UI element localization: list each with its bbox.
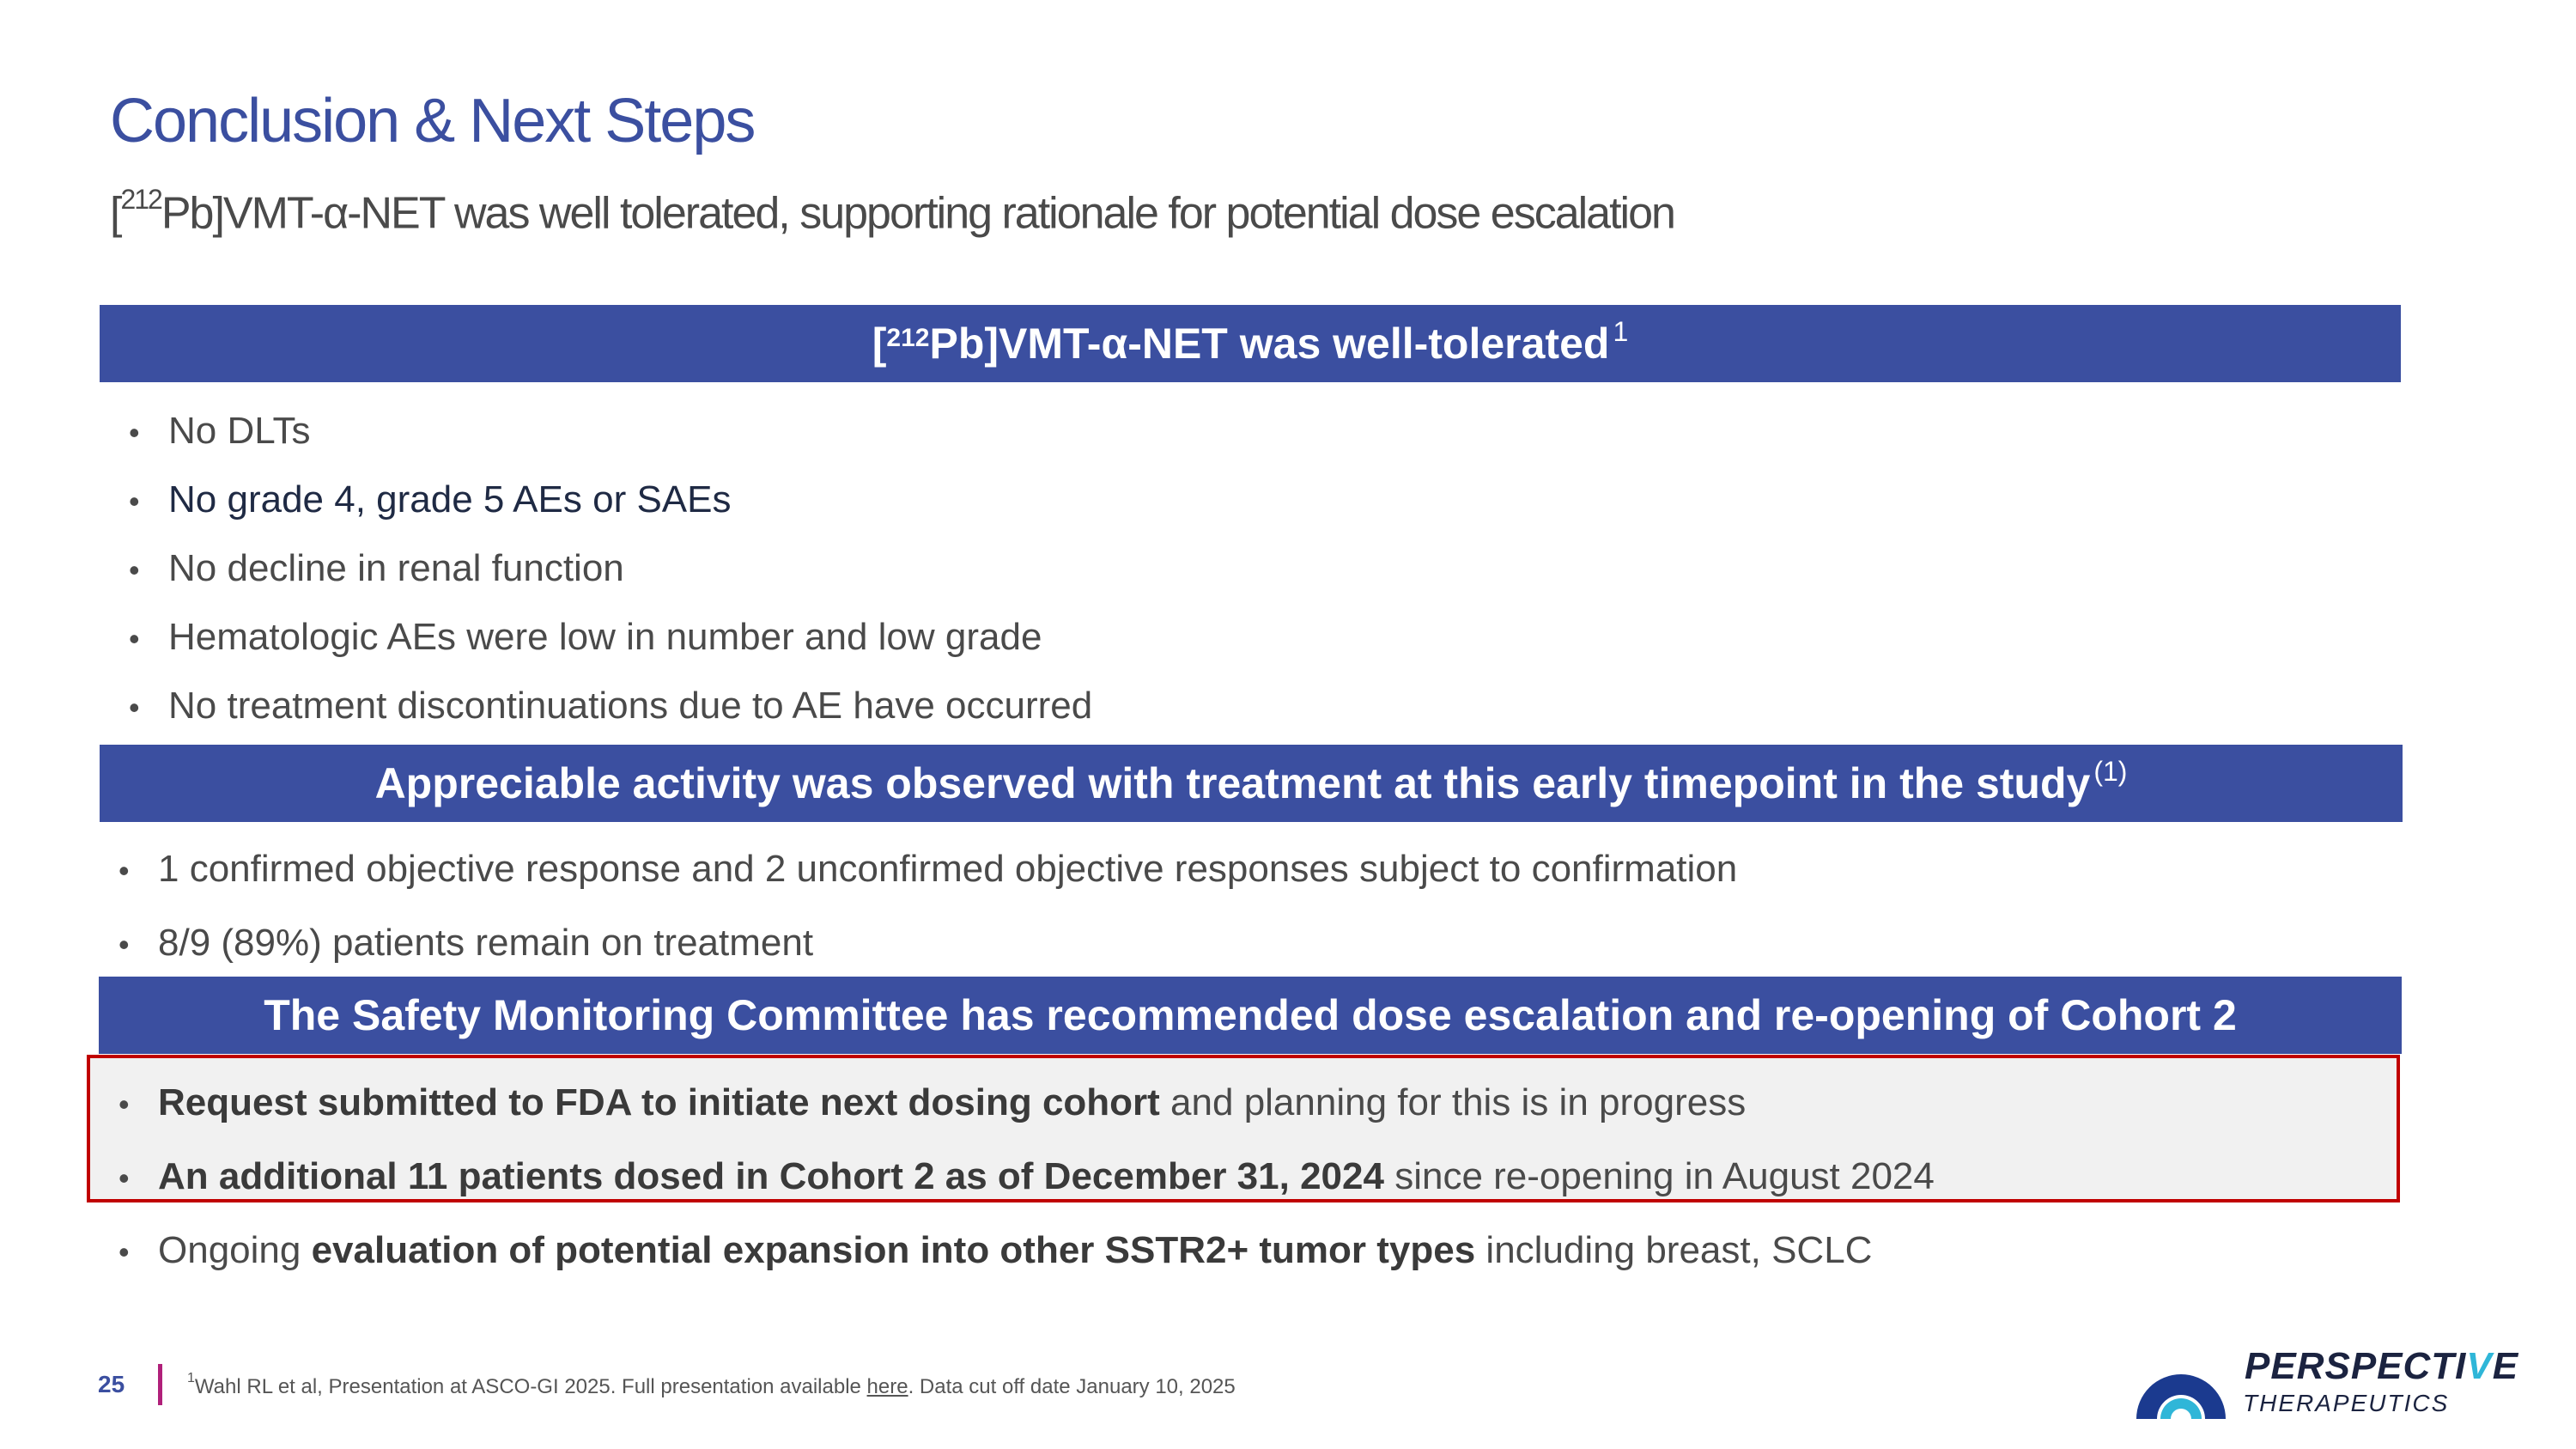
next-steps-highlighted-list xyxy=(118,1075,1935,1223)
next-steps-list xyxy=(118,1223,1872,1297)
list-item: • No DLTs xyxy=(129,404,1092,472)
bullet-icon: • xyxy=(118,1160,130,1196)
list-item: • Hematologic AEs were low in number and low grade xyxy=(129,610,1092,679)
bullet-icon: • xyxy=(129,415,140,450)
bullet-icon: • xyxy=(118,927,130,962)
page-subtitle: [$^{212}$Pb]VMT-α-NET was well tolerated, supporting rationale for potential dose escalation xyxy=(110,184,1674,239)
list-item: • 1 confirmed objective response and 2 unconfirmed objective responses subject to confirmation xyxy=(118,842,1737,916)
list-item: • No grade 4, grade 5 AEs or SAEs xyxy=(129,472,1092,541)
perspective-logo-icon xyxy=(2129,1336,2233,1422)
activity-list xyxy=(118,842,1737,989)
tolerability-list xyxy=(129,404,1092,747)
list-item: • 8/9 (89%) patients remain on treatment xyxy=(118,916,1737,989)
section-banner-safety-committee: The Safety Monitoring Committee has recommended dose escalation and re-opening of Cohort 2 xyxy=(99,977,2402,1054)
bullet-icon: • xyxy=(129,690,140,725)
logo-subtitle: THERAPEUTICS xyxy=(2243,1390,2450,1416)
bullet-icon: • xyxy=(129,621,140,656)
bullet-icon: • xyxy=(129,484,140,519)
list-item: • No treatment discontinuations due to AE have occurred xyxy=(129,679,1092,747)
bullet-icon: • xyxy=(129,552,140,588)
section-banner-tolerated: [ $^{212}$ Pb]VMT-α-NET was well-tolerated 1 xyxy=(100,305,2401,382)
footnote-link[interactable]: here xyxy=(866,1375,908,1398)
page-number: 25 xyxy=(98,1371,125,1397)
bullet-icon: • xyxy=(118,1234,130,1269)
section-banner-activity: Appreciable activity was observed with treatment at this early timepoint in the study (1) xyxy=(100,745,2403,822)
list-item: • An additional 11 patients dosed in Cohort 2 as of December 31, 2024 since re-opening in August 2024 xyxy=(118,1149,1935,1223)
footer-divider xyxy=(158,1364,162,1405)
list-item: • No decline in renal function xyxy=(129,541,1092,610)
list-item: • Ongoing evaluation of potential expansion into other SSTR2+ tumor types including breast, SCLC xyxy=(118,1223,1872,1297)
bullet-icon: • xyxy=(118,1087,130,1122)
bullet-icon: • xyxy=(118,853,130,888)
page-title: Conclusion & Next Steps xyxy=(110,87,755,155)
list-item: • Request submitted to FDA to initiate next dosing cohort and planning for this is in progress xyxy=(118,1075,1935,1149)
logo-wordmark: PERSPECTIVE xyxy=(2245,1345,2519,1387)
footnote: $^1$Wahl RL et al, Presentation at ASCO-GI 2025. Full presentation available here. Data cut off date January 10, 2025 xyxy=(187,1371,1236,1398)
